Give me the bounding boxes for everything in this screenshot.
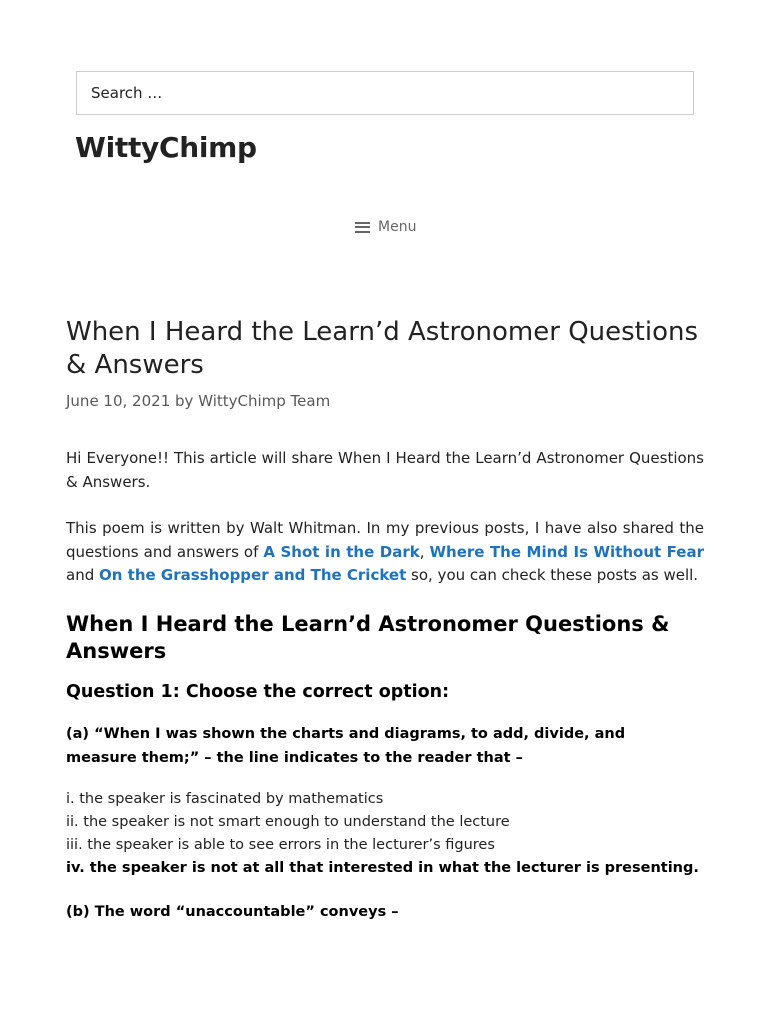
- search-form: [76, 71, 694, 115]
- article-body: [66, 447, 704, 588]
- link-a-shot-in-the-dark[interactable]: A Shot in the Dark: [263, 542, 420, 561]
- separator-and: and: [66, 566, 99, 584]
- question-a: (a) “When I was shown the charts and diagrams, to add, divide, and measure them;” – the line indicates to the reader that –: [66, 726, 626, 766]
- paragraph-text-end: so, you can check these posts as well.: [406, 566, 699, 584]
- separator-comma: ,: [419, 542, 430, 561]
- author-link[interactable]: WittyChimp Team: [198, 392, 331, 410]
- byline-prefix: by: [175, 392, 194, 410]
- intro-paragraph: Hi Everyone!! This article will share When I Heard the Learn’d Astronomer Questions & Answers.: [66, 449, 704, 491]
- options-list-a: [66, 788, 706, 880]
- hamburger-icon: [355, 222, 370, 233]
- site-title[interactable]: WittyChimp: [75, 131, 257, 164]
- section-heading: When I Heard the Learn’d Astronomer Questions & Answers: [66, 612, 670, 663]
- search-input[interactable]: [77, 72, 693, 114]
- option-item: iii. the speaker is able to see errors in the lecturer’s figures: [66, 837, 495, 853]
- article-meta: [66, 392, 330, 410]
- option-item: ii. the speaker is not smart enough to understand the lecture: [66, 814, 510, 830]
- article-title: When I Heard the Learn’d Astronomer Questions & Answers: [66, 317, 699, 380]
- post-date[interactable]: June 10, 2021: [66, 392, 171, 410]
- question-b: (b) The word “unaccountable” conveys –: [66, 904, 399, 920]
- menu-label: Menu: [378, 219, 417, 235]
- menu-toggle-button[interactable]: [355, 219, 416, 235]
- option-item-correct: iv. the speaker is not at all that interested in what the lecturer is presenting.: [66, 860, 699, 876]
- question-1-heading: Question 1: Choose the correct option:: [66, 682, 450, 702]
- link-on-the-grasshopper-and-the-cricket[interactable]: On the Grasshopper and The Cricket: [99, 566, 407, 584]
- link-where-the-mind-is-without-fear[interactable]: Where The Mind Is Without Fear: [429, 542, 704, 561]
- option-item: i. the speaker is fascinated by mathematics: [66, 791, 384, 807]
- poem-info-paragraph: [66, 517, 704, 588]
- paragraph-text: This poem is written by Walt Whitman. In my previous posts, I have also shared the questions and answers of: [66, 519, 704, 561]
